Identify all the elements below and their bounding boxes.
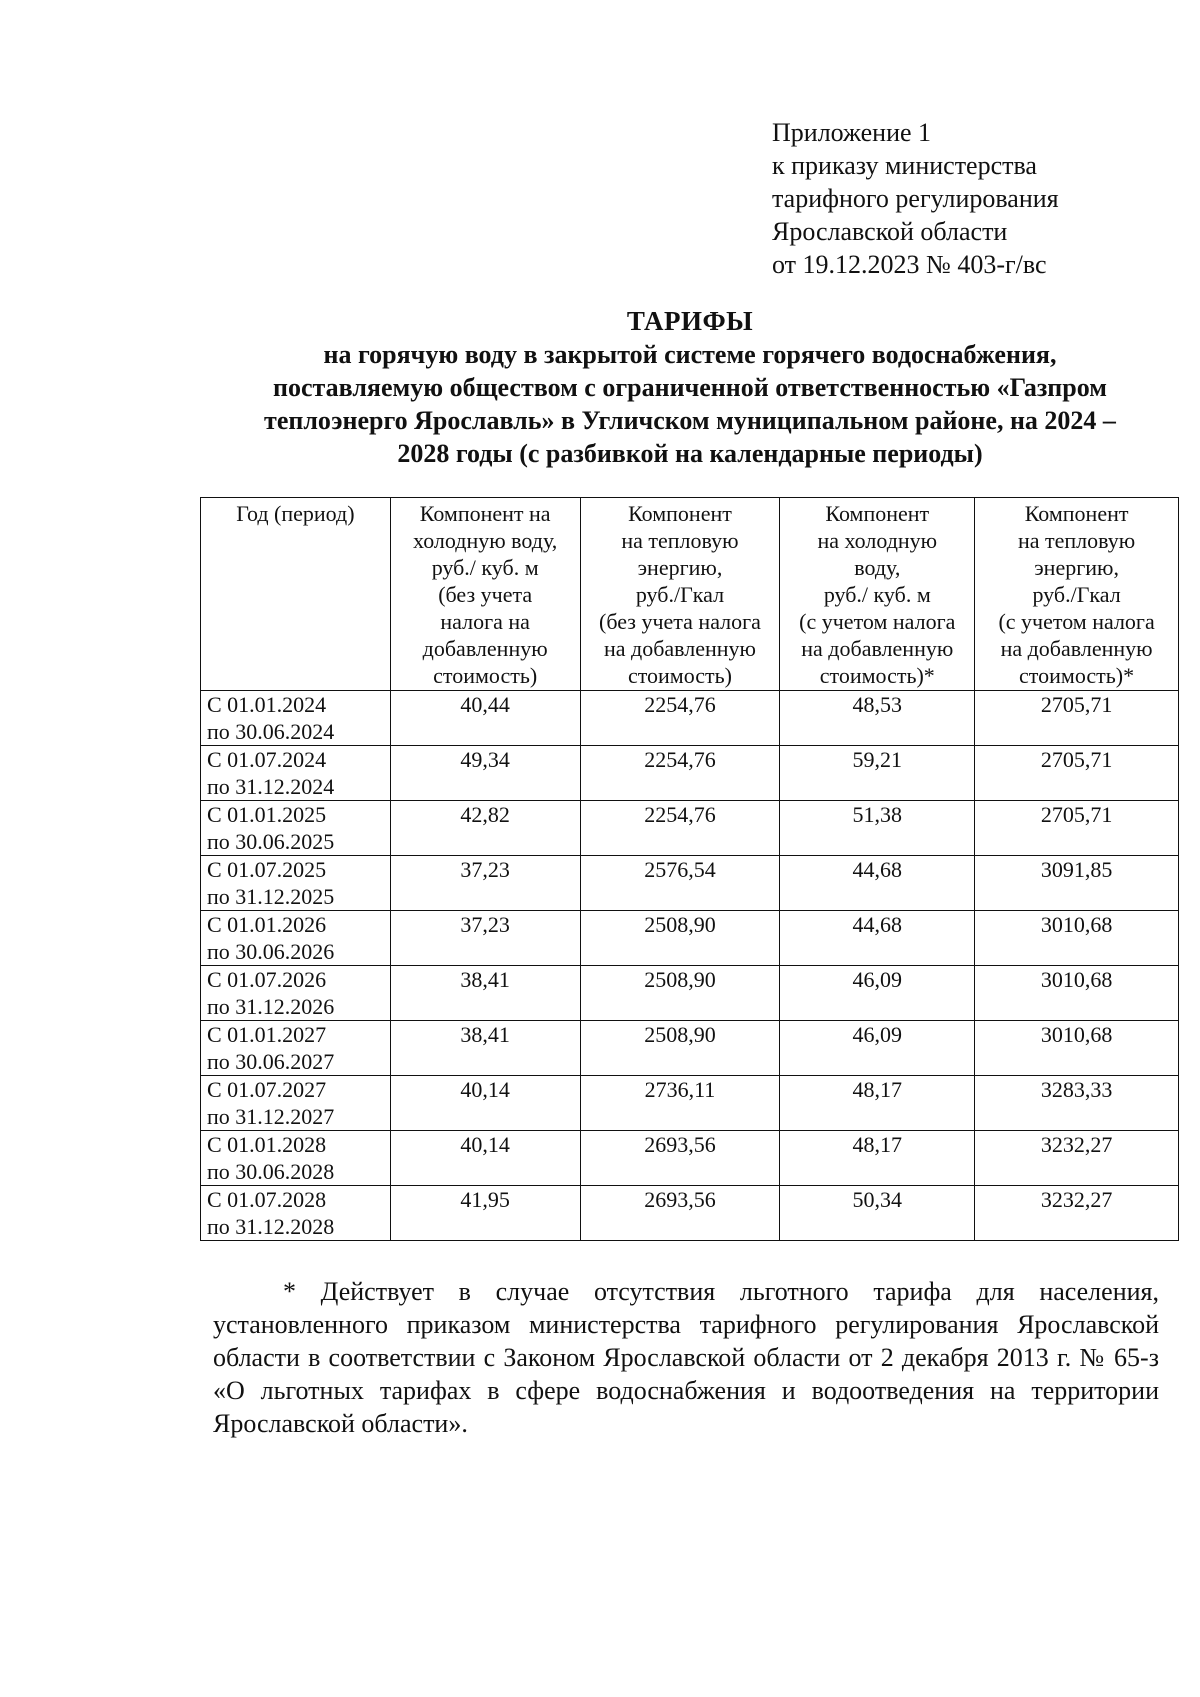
period-cell: [201, 911, 391, 966]
header-line: (без учета налога: [599, 609, 761, 634]
header-cold-water-with-vat: [780, 498, 975, 691]
heat-energy-with-vat-cell: 3232,27: [975, 1131, 1179, 1186]
cold-water-no-vat-cell: 41,95: [390, 1186, 580, 1241]
cold-water-with-vat-cell: 46,09: [780, 966, 975, 1021]
header-heat-energy-with-vat: [975, 498, 1179, 691]
header-line: на холодную: [817, 528, 938, 553]
heat-energy-no-vat-cell: 2508,90: [580, 1021, 780, 1076]
heat-energy-with-vat-cell: 3232,27: [975, 1186, 1179, 1241]
cold-water-no-vat-cell: 49,34: [390, 746, 580, 801]
heat-energy-with-vat-cell: 3283,33: [975, 1076, 1179, 1131]
footnote: * Действует в случае отсутствия льготного тарифа для населения, установленного приказом министерства тарифного регулирования Ярославской области в соответствии с Законом Ярославской области от 2 декабря 2013 г. № 65-з «О льготных тарифах в сфере водоснабжения и водоотведения на территории Ярославской области».: [213, 1277, 1159, 1438]
cold-water-no-vat-cell: 37,23: [390, 856, 580, 911]
period-cell: [201, 801, 391, 856]
header-line: налога на: [440, 609, 530, 634]
period-end: по 31.12.2028: [207, 1214, 335, 1239]
period-end: по 30.06.2024: [207, 719, 335, 744]
heat-energy-no-vat-cell: 2254,76: [580, 691, 780, 746]
header-line: (с учетом налога: [799, 609, 956, 634]
header-cold-water-no-vat: [390, 498, 580, 691]
heat-energy-no-vat-cell: 2508,90: [580, 966, 780, 1021]
title-subtitle-line: теплоэнерго Ярославль» в Угличском муниципальном районе, на 2024 –: [264, 406, 1116, 435]
header-line: Компонент: [825, 501, 930, 526]
title-subtitle-line: 2028 годы (с разбивкой на календарные периоды): [397, 439, 983, 468]
period-start: С 01.01.2025: [207, 802, 327, 827]
period-cell: [201, 966, 391, 1021]
cold-water-no-vat-cell: 40,44: [390, 691, 580, 746]
header-line: (без учета: [438, 582, 533, 607]
cold-water-with-vat-cell: 51,38: [780, 801, 975, 856]
header-line: стоимость): [433, 663, 538, 688]
period-start: С 01.07.2026: [207, 967, 327, 992]
title-main: ТАРИФЫ: [626, 306, 754, 336]
period-end: по 31.12.2026: [207, 994, 335, 1019]
cold-water-no-vat-cell: 38,41: [390, 966, 580, 1021]
appendix-reference: [772, 116, 1059, 281]
header-line: руб./Гкал: [635, 582, 725, 607]
period-cell: [201, 856, 391, 911]
header-line: воду,: [854, 555, 901, 580]
period-start: С 01.01.2027: [207, 1022, 327, 1047]
period-end: по 31.12.2024: [207, 774, 335, 799]
heat-energy-no-vat-cell: 2736,11: [580, 1076, 780, 1131]
header-line: Год (период): [236, 501, 355, 526]
table-row: [201, 856, 1179, 911]
period-start: С 01.07.2025: [207, 857, 327, 882]
cold-water-no-vat-cell: 40,14: [390, 1076, 580, 1131]
header-line: на тепловую: [1017, 528, 1136, 553]
header-line: стоимость)*: [819, 663, 935, 688]
period-start: С 01.01.2026: [207, 912, 327, 937]
tariff-table-body: [201, 691, 1179, 1241]
header-line: стоимость)*: [1019, 663, 1135, 688]
tariff-table-header: [201, 498, 1179, 691]
cold-water-with-vat-cell: 46,09: [780, 1021, 975, 1076]
period-start: С 01.01.2024: [207, 692, 327, 717]
period-cell: [201, 746, 391, 801]
period-end: по 31.12.2025: [207, 884, 335, 909]
cold-water-with-vat-cell: 50,34: [780, 1186, 975, 1241]
table-row: [201, 691, 1179, 746]
table-row: [201, 1186, 1179, 1241]
cold-water-with-vat-cell: 48,17: [780, 1131, 975, 1186]
heat-energy-no-vat-cell: 2254,76: [580, 801, 780, 856]
header-heat-energy-no-vat: [580, 498, 780, 691]
header-line: Компонент на: [419, 501, 551, 526]
table-row: [201, 1076, 1179, 1131]
cold-water-no-vat-cell: 37,23: [390, 911, 580, 966]
cold-water-no-vat-cell: 42,82: [390, 801, 580, 856]
period-end: по 30.06.2027: [207, 1049, 335, 1074]
header-line: холодную воду,: [413, 528, 558, 553]
table-row: [201, 801, 1179, 856]
header-line: стоимость): [627, 663, 733, 688]
header-line: на добавленную: [801, 636, 954, 661]
period-end: по 31.12.2027: [207, 1104, 335, 1129]
appendix-line: к приказу министерства: [772, 151, 1037, 180]
period-start: С 01.07.2027: [207, 1077, 327, 1102]
header-row: [201, 498, 1179, 691]
appendix-line: Приложение 1: [772, 118, 932, 147]
header-line: руб./ куб. м: [431, 555, 539, 580]
heat-energy-with-vat-cell: 3010,68: [975, 911, 1179, 966]
document-title: [200, 304, 1180, 470]
title-subtitle-line: поставляемую обществом с ограниченной ответственностью «Газпром: [273, 373, 1107, 402]
table-row: [201, 911, 1179, 966]
period-cell: [201, 1186, 391, 1241]
table-row: [201, 1021, 1179, 1076]
period-end: по 30.06.2026: [207, 939, 335, 964]
tariff-table: [200, 497, 1179, 1241]
heat-energy-with-vat-cell: 3091,85: [975, 856, 1179, 911]
period-cell: [201, 691, 391, 746]
header-line: Компонент: [628, 501, 732, 526]
header-line: на добавленную: [603, 636, 756, 661]
header-period: [201, 498, 391, 691]
heat-energy-with-vat-cell: 3010,68: [975, 1021, 1179, 1076]
cold-water-with-vat-cell: 48,17: [780, 1076, 975, 1131]
table-row: [201, 1131, 1179, 1186]
cold-water-with-vat-cell: 44,68: [780, 856, 975, 911]
period-start: С 01.01.2028: [207, 1132, 327, 1157]
cold-water-no-vat-cell: 40,14: [390, 1131, 580, 1186]
appendix-line: Ярославской области: [772, 217, 1008, 246]
heat-energy-no-vat-cell: 2508,90: [580, 911, 780, 966]
appendix-line: от 19.12.2023 № 403-г/вс: [772, 250, 1047, 279]
period-end: по 30.06.2028: [207, 1159, 335, 1184]
header-line: Компонент: [1024, 501, 1129, 526]
period-cell: [201, 1076, 391, 1131]
heat-energy-no-vat-cell: 2254,76: [580, 746, 780, 801]
header-line: на добавленную: [1000, 636, 1153, 661]
heat-energy-with-vat-cell: 3010,68: [975, 966, 1179, 1021]
heat-energy-with-vat-cell: 2705,71: [975, 691, 1179, 746]
header-line: на тепловую: [621, 528, 739, 553]
cold-water-with-vat-cell: 59,21: [780, 746, 975, 801]
header-line: энергию,: [637, 555, 723, 580]
header-line: добавленную: [422, 636, 548, 661]
heat-energy-with-vat-cell: 2705,71: [975, 801, 1179, 856]
header-line: (с учетом налога: [998, 609, 1155, 634]
heat-energy-no-vat-cell: 2693,56: [580, 1186, 780, 1241]
period-cell: [201, 1021, 391, 1076]
cold-water-no-vat-cell: 38,41: [390, 1021, 580, 1076]
header-line: руб./ куб. м: [823, 582, 931, 607]
table-row: [201, 966, 1179, 1021]
title-subtitle-line: на горячую воду в закрытой системе горячего водоснабжения,: [323, 340, 1057, 369]
period-end: по 30.06.2025: [207, 829, 335, 854]
appendix-line: тарифного регулирования: [772, 184, 1059, 213]
heat-energy-no-vat-cell: 2693,56: [580, 1131, 780, 1186]
heat-energy-no-vat-cell: 2576,54: [580, 856, 780, 911]
period-start: С 01.07.2028: [207, 1187, 327, 1212]
period-cell: [201, 1131, 391, 1186]
heat-energy-with-vat-cell: 2705,71: [975, 746, 1179, 801]
cold-water-with-vat-cell: 44,68: [780, 911, 975, 966]
header-line: энергию,: [1034, 555, 1119, 580]
header-line: руб./Гкал: [1032, 582, 1121, 607]
period-start: С 01.07.2024: [207, 747, 327, 772]
table-row: [201, 746, 1179, 801]
cold-water-with-vat-cell: 48,53: [780, 691, 975, 746]
